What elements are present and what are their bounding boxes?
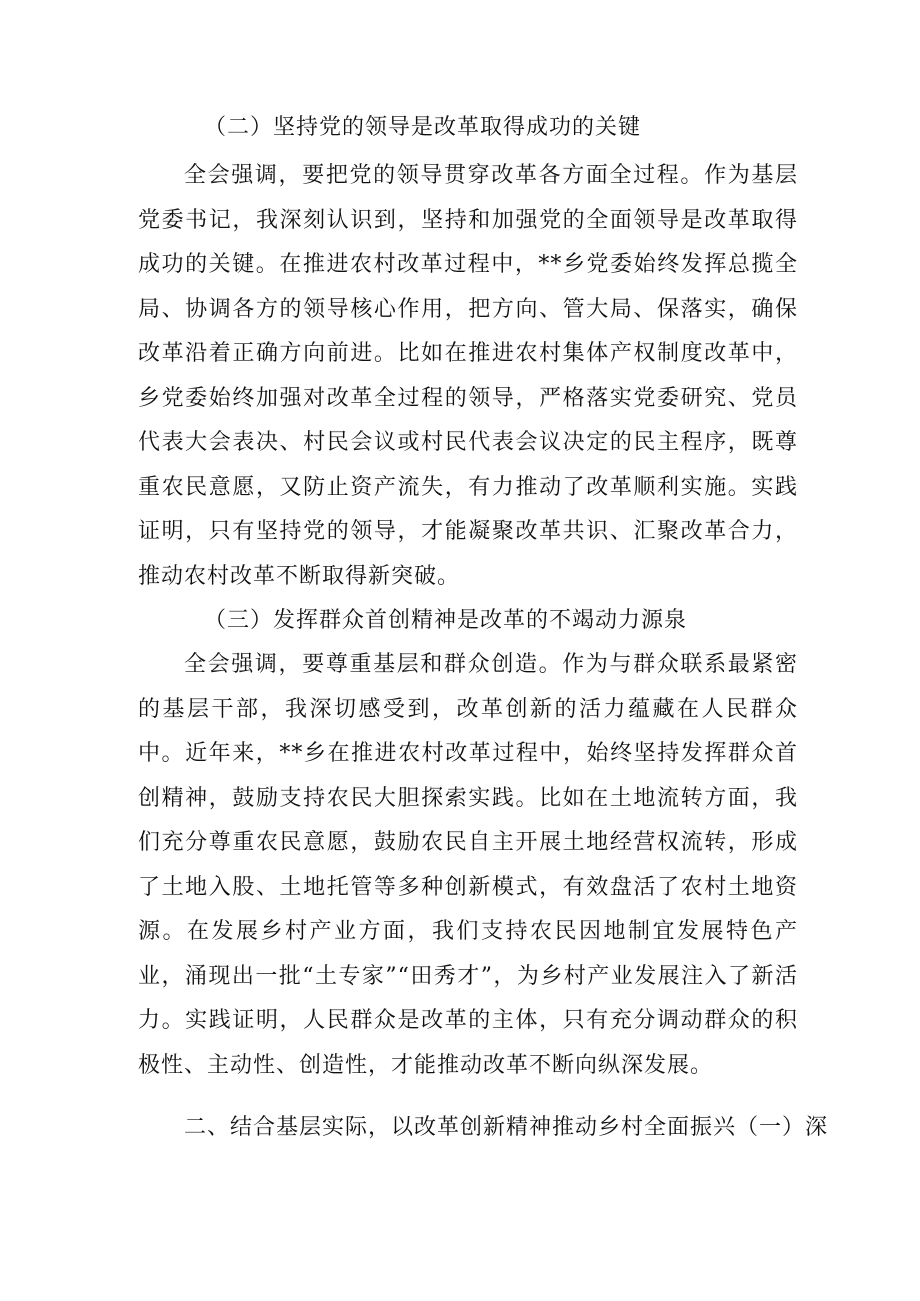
document-body (138, 106, 829, 1150)
section-heading-2: （二）坚持党的领导是改革取得成功的关键 (204, 115, 642, 140)
paragraph-party-leadership: 全会强调，要把党的领导贯穿改革各方面全过程。作为基层党委书记，我深刻认识到，坚持和加强党的全面领导是改革取得成功的关键。在推进农村改革过程中，**乡党委始终发挥总揽全局、协调各方的领导核心作用，把方向、管大局、保落实，确保改革沿着正确方向前进。比如在推进农村集体产权制度改革中，乡党委始终加强对改革全过程的领导，严格落实党委研究、党员代表大会表决、村民会议或村民代表会议决定的民主程序，既尊重农民意愿，又防止资产流失，有力推动了改革顺利实施。实践证明，只有坚持党的领导，才能凝聚改革共识、汇聚改革合力，推动农村改革不断取得新突破。 (138, 163, 798, 589)
paragraph-mass-creativity: 全会强调，要尊重基层和群众创造。作为与群众联系最紧密的基层干部，我深切感受到，改革创新的活力蕴藏在人民群众中。近年来，**乡在推进农村改革过程中，始终坚持发挥群众首创精神，鼓励支持农民大胆探索实践。比如在土地流转方面，我们充分尊重农民意愿，鼓励农民自主开展土地经营权流转，形成了土地入股、土地托管等多种创新模式，有效盘活了农村土地资源。在发展乡村产业方面，我们支持农民因地制宜发展特色产业，涌现出一批“土专家”“田秀才”，为乡村产业发展注入了新活力。实践证明，人民群众是改革的主体，只有充分调动群众的积极性、主动性、创造性，才能推动改革不断向纵深发展。 (138, 652, 798, 1078)
section-heading-3: （三）发挥群众首创精神是改革的不竭动力源泉 (204, 608, 688, 633)
chapter-heading-2: 二、结合基层实际，以改革创新精神推动乡村全面振兴（一）深 (184, 1115, 829, 1140)
